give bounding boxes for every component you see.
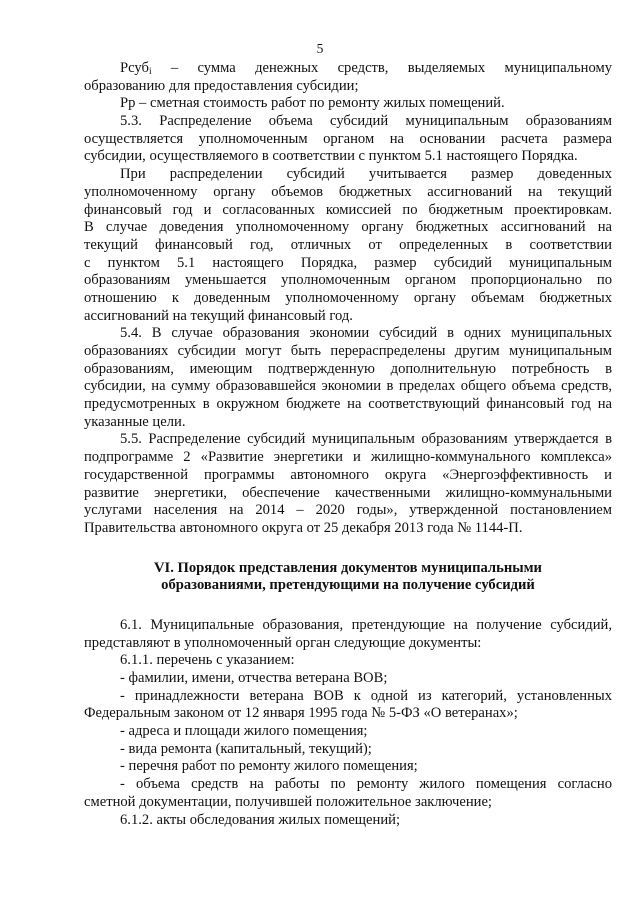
paragraph xyxy=(84,431,612,537)
text-line: подпрограмме 2 «Развитие энергетики и жилищно-коммунального комплекса» xyxy=(84,449,612,466)
heading-line: VI. Порядок представления документов муниципальными xyxy=(154,559,542,576)
definition-text: – сумма денежных средств, выделяемых муниципальному xyxy=(151,60,612,76)
text-line: субсидии, осуществляемого в соответствии с пунктом 5.1 настоящего Порядка. xyxy=(84,148,578,165)
text-line: 6.1.2. акты обследования жилых помещений; xyxy=(120,811,401,828)
heading-line: образованиями, претендующими на получение субсидий xyxy=(161,577,535,594)
text-line: предусмотренных в окружном бюджете на соответствующий финансовый год на xyxy=(84,396,612,413)
text-line: образованиях субсидии могут быть перераспределены другим муниципальным xyxy=(84,343,612,359)
paragraph xyxy=(84,60,612,95)
paragraph xyxy=(84,166,612,325)
paragraph xyxy=(84,113,612,166)
text-line: осуществляется уполномоченным органом на основании расчета размера xyxy=(84,130,612,147)
text-line: - принадлежности ветерана ВОВ к одной из категорий, установленных xyxy=(120,687,612,704)
text-line: Правительства автономного округа от 25 декабря 2013 года № 1144-П. xyxy=(84,519,523,536)
text-line: 6.1. Муниципальные образования, претендующие на получение субсидий, xyxy=(120,616,612,633)
text-line: - объема средств на работы по ремонту жилого помещения согласно xyxy=(120,776,612,793)
text-line: ассигнований на текущий финансовый год. xyxy=(84,307,353,324)
text-line: развитие энергетики, обеспечение качественными жилищно-коммунальными xyxy=(84,484,612,501)
text-line: субсидии, на сумму образовавшейся экономии в пределах общего объема средств, xyxy=(84,378,612,395)
text-line: 5.4. В случае образования экономии субсидий в одних муниципальных xyxy=(120,325,612,342)
text-line: указанные цели. xyxy=(84,413,186,430)
text-line: Pсуб$_i$ – сумма денежных средств, выделяемых муниципальному xyxy=(120,60,612,77)
text-line: 5.5. Распределение субсидий муниципальным образованиям утверждается в xyxy=(120,431,612,448)
section-heading xyxy=(84,538,612,617)
text-line: финансовый год и согласованных комиссией по бюджетным проектировкам. xyxy=(84,201,612,218)
text-line: с пунктом 5.1 настоящего Порядка, размер субсидий муниципальным xyxy=(84,254,612,271)
text-line: образованиям, имеющим подтвержденную дополнительную потребность в xyxy=(84,360,612,377)
text-line: - перечня работ по ремонту жилого помещения; xyxy=(120,758,418,775)
text-line: 5.3. Распределение объема субсидий муниципальным образованиям xyxy=(120,113,612,130)
paragraph xyxy=(84,812,612,830)
text-line: образованиям уменьшается уполномоченным органом пропорционально по xyxy=(84,272,612,289)
text-line: государственной программы автономного округа «Энергоэффективность и xyxy=(84,466,612,483)
document-body xyxy=(84,60,612,829)
text-line: образованию для предоставления субсидии; xyxy=(84,77,359,94)
text-line: Федеральным законом от 12 января 1995 года № 5-ФЗ «О ветеранах»; xyxy=(84,705,518,722)
text-line: - вида ремонта (капитальный, текущий); xyxy=(120,740,372,757)
text-line: отношению к доведенным уполномоченному органу объемам бюджетных xyxy=(84,289,612,306)
text-line: услугами населения на 2014 – 2020 годы», утвержденной постановлением xyxy=(84,502,612,519)
paragraph xyxy=(84,325,612,431)
text-line: Pp – сметная стоимость работ по ремонту жилых помещений. xyxy=(120,95,505,112)
text-line: - адреса и площади жилого помещения; xyxy=(120,723,368,740)
text-line: 6.1.1. перечень с указанием: xyxy=(120,652,295,669)
paragraph xyxy=(84,617,612,652)
paragraph xyxy=(84,652,612,670)
paragraph xyxy=(84,670,612,688)
paragraph xyxy=(84,688,612,723)
text-line: В случае доведения уполномоченному органу бюджетных ассигнований на xyxy=(84,219,612,236)
page-number: 5 xyxy=(316,41,324,56)
text-line: уполномоченному органу объемов бюджетных ассигнований на текущий xyxy=(84,183,612,200)
paragraph xyxy=(84,758,612,776)
subscript-index: i xyxy=(148,67,152,77)
paragraph xyxy=(84,741,612,759)
paragraph xyxy=(84,723,612,741)
text-line: - фамилии, имени, отчества ветерана ВОВ; xyxy=(120,670,388,686)
text-line: текущий финансовый год, отличных от определенных в соответствии xyxy=(84,236,612,253)
paragraph xyxy=(84,776,612,811)
text-line: представляют в уполномоченный орган следующие документы: xyxy=(84,634,482,651)
text-line: сметной документации, получившей положительное заключение; xyxy=(84,793,492,810)
paragraph xyxy=(84,95,612,113)
text-line: При распределении субсидий учитывается размер доведенных xyxy=(120,166,612,183)
